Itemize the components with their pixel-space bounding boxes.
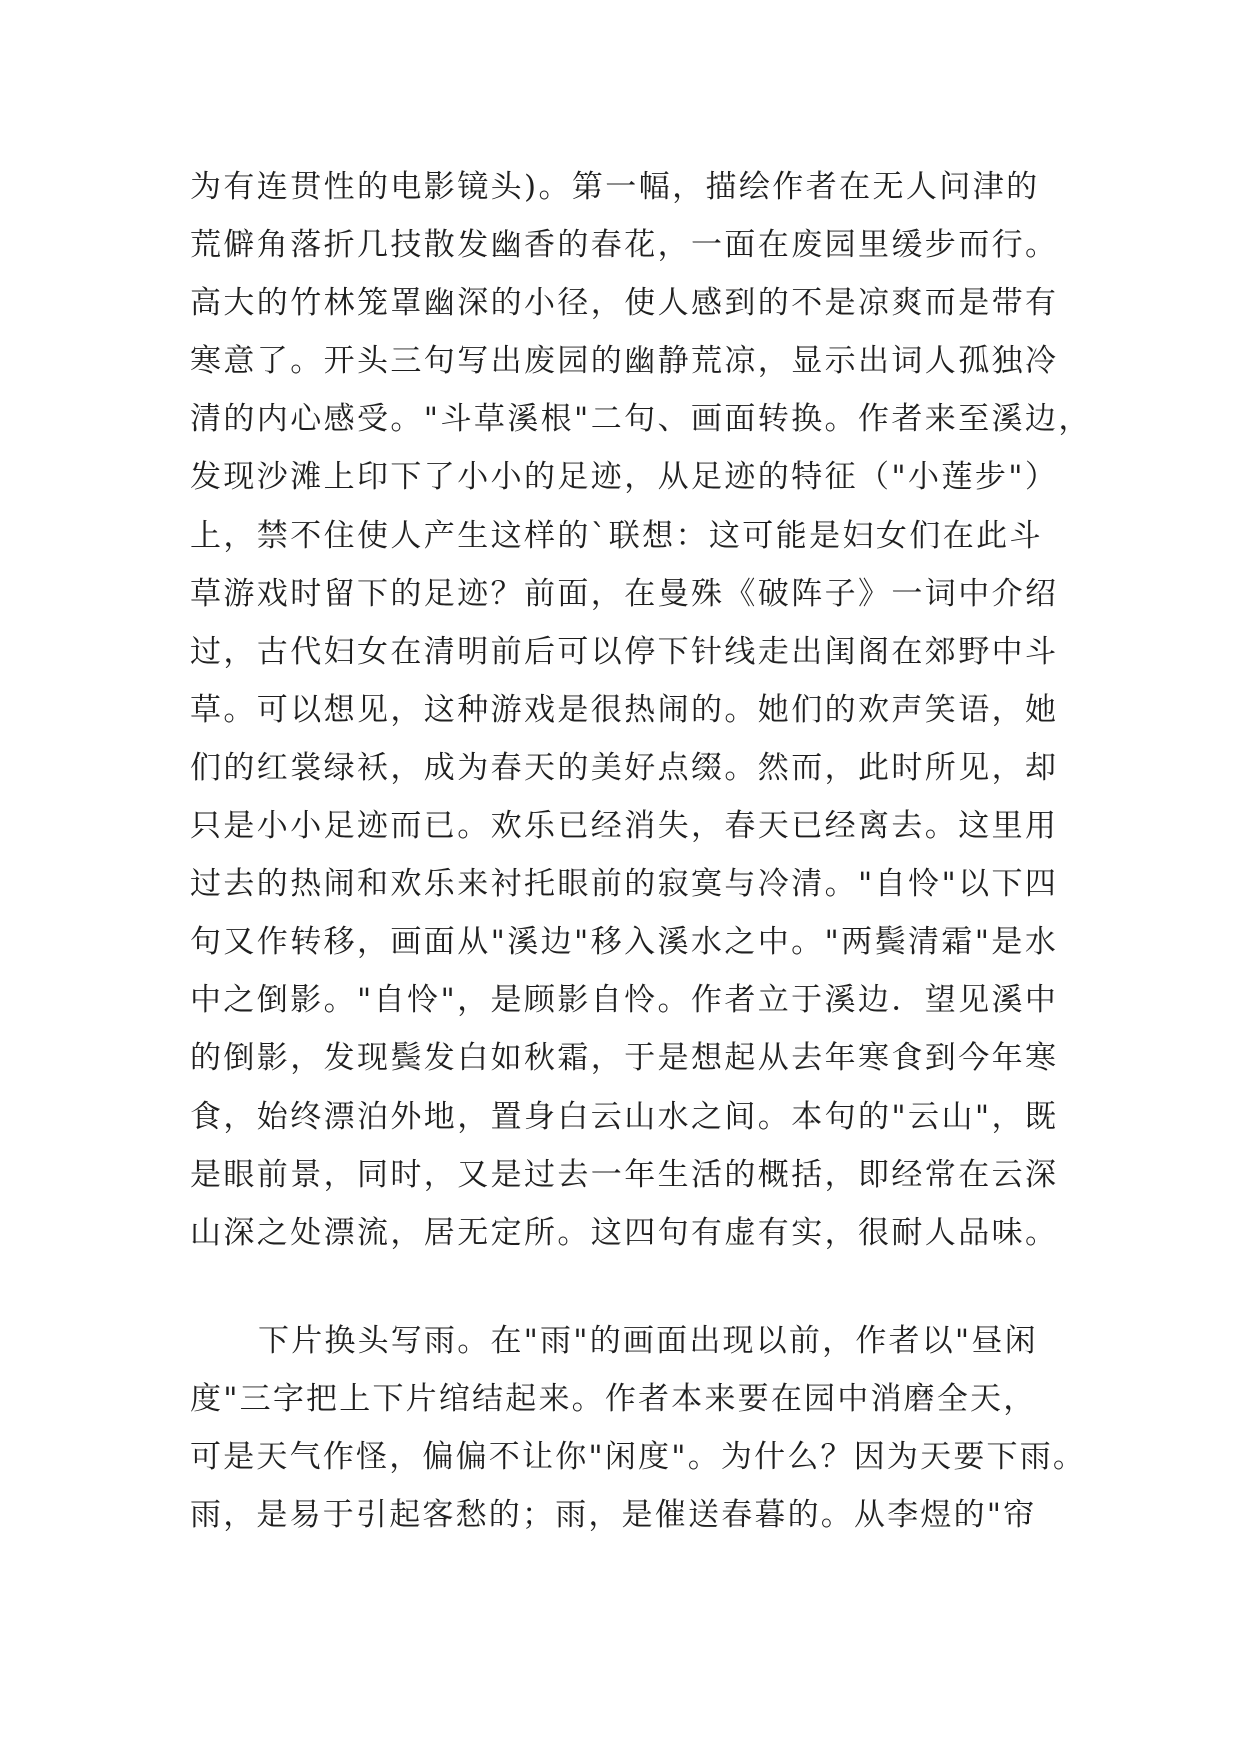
- text-line: 寒意了。开头三句写出废园的幽静荒凉，显示出词人孤独冷: [190, 343, 1059, 380]
- text-line: 只是小小足迹而已。欢乐已经消失，春天已经离去。这里用: [190, 808, 1059, 845]
- text-line: 们的红裳绿袄，成为春天的美好点缀。然而，此时所见，却: [190, 749, 1059, 786]
- text-line: 是眼前景，同时，又是过去一年生活的概括，即经常在云深: [190, 1156, 1059, 1193]
- text-line: 句又作转移，画面从"溪边"移入溪水之中。"两鬓清霜"是水: [190, 924, 1059, 961]
- text-line: 草游戏时留下的足迹？前面，在曼殊《破阵子》一词中介绍: [190, 575, 1059, 612]
- text-line: 荒僻角落折几技散发幽香的春花，一面在废园里缓步而行。: [190, 227, 1059, 264]
- text-line: 草。可以想见，这种游戏是很热闹的。她们的欢声笑语，她: [190, 691, 1059, 728]
- text-line: 山深之处漂流，居无定所。这四句有虚有实，很耐人品味。: [190, 1214, 1059, 1251]
- text-line: 为有连贯性的电影镜头)。第一幅，描绘作者在无人问津的: [190, 169, 1040, 205]
- text-line: 清的内心感受。"斗草溪根"二句、画面转换。作者来至溪边，: [190, 401, 1092, 438]
- text-line: 上，禁不住使人产生这样的`联想：这可能是妇女们在此斗: [190, 517, 1043, 554]
- text-line: 中之倒影。"自怜"，是顾影自怜。作者立于溪边．望见溪中: [190, 982, 1059, 1019]
- text-line: 过去的热闹和欢乐来衬托眼前的寂寞与冷清。"自怜"以下四: [190, 866, 1059, 903]
- paragraph-2: [190, 1312, 1087, 1544]
- text-line: 雨，是易于引起客愁的；雨，是催送春暮的。从李煜的"帘: [190, 1497, 1037, 1534]
- text-line: 下片换头写雨。在"雨"的画面出现以前，作者以"昼闲: [258, 1323, 1038, 1359]
- text-line: 可是天气作怪，偏偏不让你"闲度"。为什么？因为天要下雨。: [190, 1439, 1087, 1476]
- text-line: 的倒影，发现鬓发白如秋霜，于是想起从去年寒食到今年寒: [190, 1040, 1059, 1077]
- text-line: 食，始终漂泊外地，置身白云山水之间。本句的"云山"，既: [190, 1098, 1059, 1135]
- text-line: 度"三字把上下片绾结起来。作者本来要在园中消磨全天，: [190, 1381, 1037, 1418]
- text-line: 发现沙滩上印下了小小的足迹，从足迹的特征（"小莲步"）: [190, 459, 1059, 496]
- text-line: 过，古代妇女在清明前后可以停下针线走出闺阁在郊野中斗: [190, 633, 1059, 670]
- text-line: 高大的竹林笼罩幽深的小径，使人感到的不是凉爽而是带有: [190, 285, 1059, 322]
- paragraph-1: [190, 158, 1092, 1262]
